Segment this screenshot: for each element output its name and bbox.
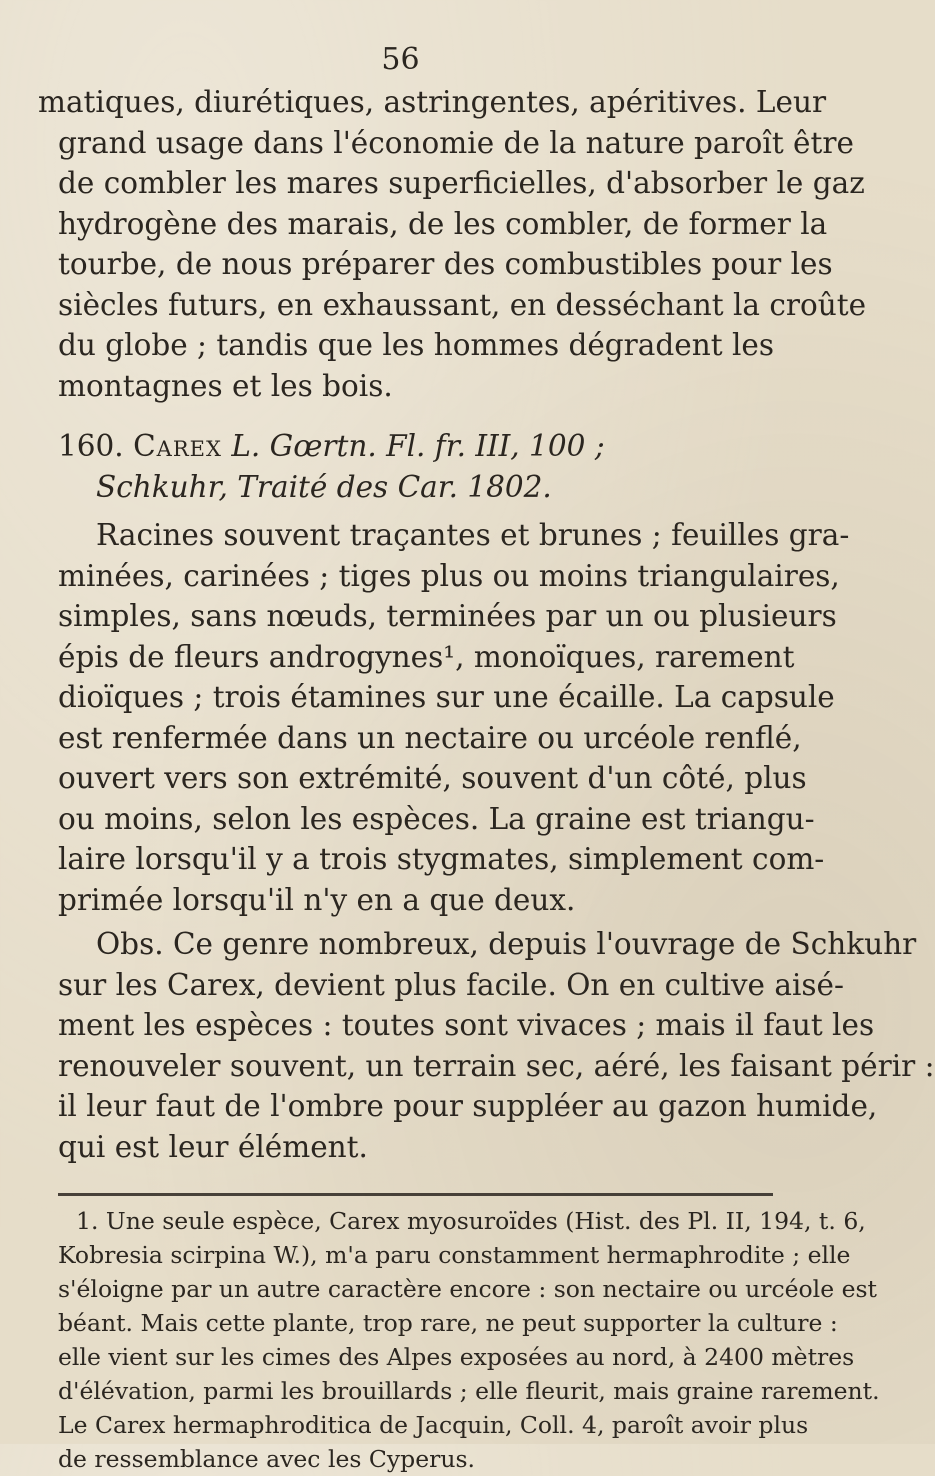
text-line: épis de fleurs androgynes¹, monoïques, rarement <box>58 639 795 674</box>
text-line: de combler les mares superficielles, d'absorber le gaz <box>58 166 865 200</box>
page-number: 56 <box>381 42 420 77</box>
text-line: du globe ; tandis que les hommes dégradent les <box>58 328 774 362</box>
entry-heading <box>58 426 773 467</box>
text-line: sur les Carex, devient plus facile. On en cultive aisé- <box>58 967 844 1002</box>
paragraph-continuation <box>38 82 867 406</box>
text-line: il leur faut de l'ombre pour suppléer au gazon humide, <box>58 1089 878 1123</box>
footnote-line: d'élévation, parmi les brouillards ; elle fleurit, mais graine rarement. <box>58 1377 880 1405</box>
reference-flora: Fl. fr. III, 100 ; <box>386 429 605 463</box>
text-line: simples, sans nœuds, terminées par un ou plusieurs <box>58 599 837 633</box>
footnote-line: 1. Une seule espèce, Carex myosuroïdes (Hist. des Pl. II, 194, t. 6, <box>76 1207 866 1235</box>
text-line: tourbe, de nous préparer des combustibles pour les <box>58 247 833 281</box>
entry-number: 160. <box>58 429 124 463</box>
text-line: Racines souvent traçantes et brunes ; feuilles gra- <box>96 518 850 552</box>
genus-description <box>58 515 850 920</box>
footnote-divider <box>58 1193 773 1196</box>
book-page <box>38 40 935 1476</box>
species-entry <box>58 426 935 1167</box>
text-line: est renfermée dans un nectaire ou urcéole renflé, <box>58 720 802 755</box>
footnote <box>58 1204 880 1476</box>
footnote-line: Le Carex hermaphroditica de Jacquin, Coll. 4, paroît avoir plus <box>58 1411 809 1439</box>
genus-name: Carex <box>133 429 222 463</box>
footnote-line: Kobresia scirpina W.), m'a paru constamment hermaphrodite ; elle <box>58 1241 851 1269</box>
observation-paragraph <box>58 924 935 1167</box>
footnote-line: de ressemblance avec les Cyperus. <box>58 1445 475 1473</box>
text-line: ou moins, selon les espèces. La graine est triangu- <box>58 801 815 836</box>
footnote-line: s'éloigne par un autre caractère encore : son nectaire ou urcéole est <box>58 1275 877 1303</box>
author-abbrev: L. <box>231 429 261 463</box>
text-line: montagnes et les bois. <box>58 368 393 403</box>
text-line: Obs. Ce genre nombreux, depuis l'ouvrage de Schkuhr <box>96 927 917 961</box>
text-line: primée lorsqu'il n'y en a que deux. <box>58 882 576 917</box>
text-line: matiques, diurétiques, astringentes, apéritives. Leur <box>38 85 827 119</box>
text-line: siècles futurs, en exhaussant, en desséchant la croûte <box>58 287 867 322</box>
text-line: hydrogène des marais, de les combler, de former la <box>58 206 828 241</box>
footnote-line: elle vient sur les cimes des Alpes exposées au nord, à 2400 mètres <box>58 1343 855 1371</box>
text-line: ouvert vers son extrémité, souvent d'un côté, plus <box>58 761 807 795</box>
footnote-line: béant. Mais cette plante, trop rare, ne peut supporter la culture : <box>58 1309 838 1337</box>
text-line: dioïques ; trois étamines sur une écaille. La capsule <box>58 680 835 714</box>
text-line: renouveler souvent, un terrain sec, aéré, les faisant périr : <box>58 1048 935 1083</box>
text-line: qui est leur élément. <box>58 1129 368 1164</box>
text-line: laire lorsqu'il y a trois stygmates, simplement com- <box>58 842 825 876</box>
text-line: minées, carinées ; tiges plus ou moins triangulaires, <box>58 558 840 593</box>
text-line: ment les espèces : toutes sont vivaces ; mais il faut les <box>58 1008 875 1042</box>
reference-schkuhr: Schkuhr, Traité des Car. 1802. <box>96 469 552 504</box>
reference-gaertner: Gœrtn. <box>269 429 377 463</box>
text-line: grand usage dans l'économie de la nature paroît être <box>58 125 854 160</box>
